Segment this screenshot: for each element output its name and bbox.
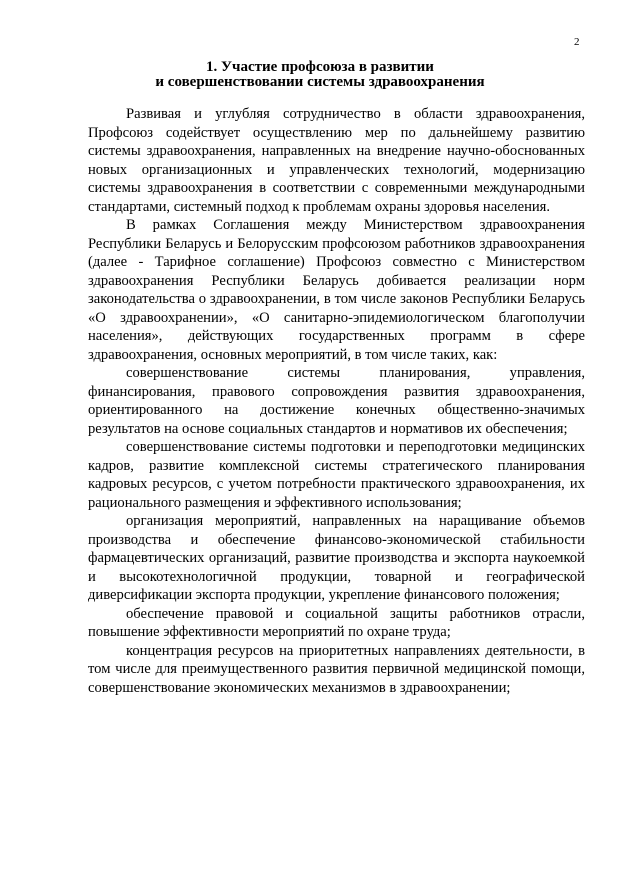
page-number: 2 [574, 36, 580, 48]
document-body [88, 105, 585, 697]
paragraph-management-system: совершенствование системы планирования, управления, финансирования, правового сопровождения развития здравоохранения, ориентированного на достижение конечных общественно-значимых результатов на основе социальных стандартов и нормативов их обеспечения; [88, 365, 585, 437]
paragraph-staff-training: совершенствование системы подготовки и переподготовки медицинских кадров, развитие комплексной системы стратегического планирования кадровых ресурсов, с учетом потребности практического здравоохранения, их рационального размещения и эффективного использования; [88, 439, 585, 511]
paragraph-pharmaceutical-production: организация мероприятий, направленных на наращивание объемов производства и обеспечение финансово-экономической стабильности фармацевтических организаций, развитие производства и экспорта наукоемкой и высокотехнологичной продукции, товарной и географической диверсификации экспорта продукции, укрепление финансового положения; [88, 513, 585, 603]
section-title-line-1: 1. Участие профсоюза в развитии [206, 59, 434, 75]
paragraph-worker-protection: обеспечение правовой и социальной защиты работников отрасли, повышение эффективности мероприятий по охране труда; [88, 605, 585, 640]
section-title [60, 60, 580, 90]
section-title-line-2: и совершенствовании системы здравоохранения [155, 74, 485, 90]
paragraph-resource-concentration: концентрация ресурсов на приоритетных направлениях деятельности, в том числе для преимущественного развития первичной медицинской помощи, совершенствование экономических механизмов в здравоохранении; [88, 642, 585, 696]
paragraph-tariff-agreement: В рамках Соглашения между Министерством здравоохранения Республики Беларусь и Белорусским профсоюзом работников здравоохранения (далее - Тарифное соглашение) Профсоюз совместно с Министерством здравоохранения Республики Беларусь добивается реализации норм законодательства о здравоохранении, в том числе законов Республики Беларусь «О здравоохранении», «О санитарно-эпидемиологическом благополучии населения», действующих государственных программ в сфере здравоохранения, основных мероприятий, в том числе таких, как: [88, 217, 585, 363]
paragraph-intro: Развивая и углубляя сотрудничество в области здравоохранения, Профсоюз содействует осуществлению мер по дальнейшему развитию системы здравоохранения, направленных на внедрение научно-обоснованных новых организационных и управленческих технологий, модернизацию системы здравоохранения в соответствии с современными международными стандартами, системный подход к проблемам охраны здоровья населения. [88, 106, 585, 215]
